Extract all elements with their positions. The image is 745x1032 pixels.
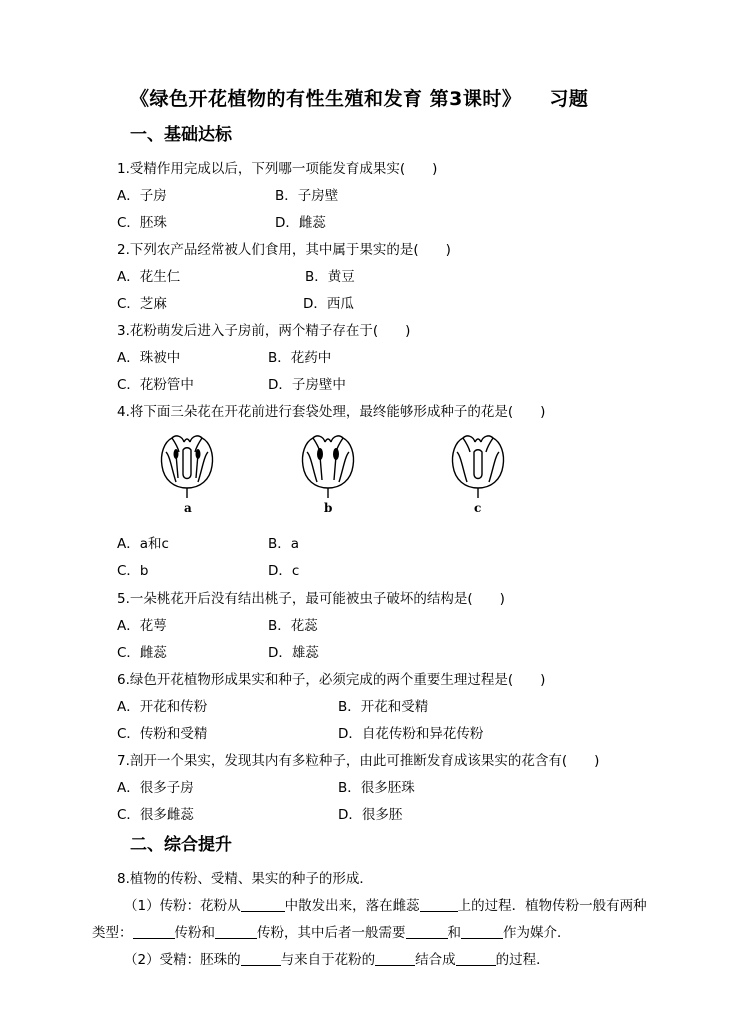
- q8-line-2: 类型： 传粉和 传粉，其中后者一般需要 和 作为媒介．: [92, 925, 571, 941]
- question-7-stem: 7.剖开一个果实，发现其内有多粒种子，由此可推断发育成该果实的花含有( ): [117, 753, 600, 769]
- q8-blank-5[interactable]: [406, 925, 448, 939]
- q1-option-d: D．雌蕊: [275, 215, 326, 231]
- q8-blank-9[interactable]: [456, 952, 496, 966]
- section-heading-advanced: 二、综合提升: [130, 835, 232, 855]
- q6-option-b: B．开花和受精: [338, 699, 429, 715]
- flower-c-label: c: [474, 501, 482, 515]
- q2-option-a: A．花生仁: [117, 269, 181, 285]
- q6-option-c: C．传粉和受精: [117, 726, 208, 742]
- q6-option-a: A．开花和传粉: [117, 699, 208, 715]
- q8-blank-3[interactable]: [133, 925, 175, 939]
- q3-option-d: D．子房壁中: [268, 377, 346, 393]
- q6-option-d: D．自花传粉和异花传粉: [338, 726, 484, 742]
- q4-option-c: C．b: [117, 563, 149, 579]
- q8-blank-2[interactable]: [420, 898, 458, 912]
- q8-line-3: （2）受精：胚珠的 与来自于花粉的 结合成 的过程．: [124, 952, 550, 968]
- section-heading-basic: 一、基础达标: [130, 125, 232, 145]
- q5-option-a: A．花萼: [117, 618, 167, 634]
- flower-b-diagram: [293, 430, 363, 500]
- question-2-stem: 2.下列农产品经常被人们食用，其中属于果实的是( ): [117, 242, 451, 258]
- q8-blank-1[interactable]: [241, 898, 285, 912]
- q7-option-d: D．很多胚: [338, 807, 403, 823]
- q7-option-a: A．很多子房: [117, 780, 194, 796]
- q8-blank-6[interactable]: [461, 925, 503, 939]
- question-1-stem: 1.受精作用完成以后，下列哪一项能发育成果实( ): [117, 161, 438, 177]
- question-6-stem: 6.绿色开花植物形成果实和种子，必须完成的两个重要生理过程是( ): [117, 672, 546, 688]
- q8-blank-4[interactable]: [215, 925, 257, 939]
- q1-option-a: A．子房: [117, 188, 167, 204]
- q1-option-c: C．胚珠: [117, 215, 167, 231]
- q2-option-c: C．芝麻: [117, 296, 167, 312]
- q7-option-c: C．很多雌蕊: [117, 807, 194, 823]
- q2-option-b: B．黄豆: [305, 269, 355, 285]
- q8-blank-8[interactable]: [375, 952, 415, 966]
- q3-option-c: C．花粉管中: [117, 377, 194, 393]
- flower-b-label: b: [324, 501, 333, 515]
- flower-c-diagram: [443, 430, 513, 500]
- question-8-stem: 8.植物的传粉、受精、果实的种子的形成．: [117, 871, 373, 887]
- question-5-stem: 5.一朵桃花开后没有结出桃子，最可能被虫子破坏的结构是( ): [117, 591, 505, 607]
- flower-a-diagram: [152, 430, 222, 500]
- q4-option-a: A．a和c: [117, 536, 169, 552]
- question-3-stem: 3.花粉萌发后进入子房前，两个精子存在于( ): [117, 323, 411, 339]
- flower-a-label: a: [184, 501, 192, 515]
- q3-option-b: B．花药中: [268, 350, 332, 366]
- q8-blank-7[interactable]: [241, 952, 281, 966]
- q8-line-1: （1）传粉：花粉从 中散发出来，落在雌蕊 上的过程．植物传粉一般有两种: [124, 898, 647, 914]
- q3-option-a: A．珠被中: [117, 350, 181, 366]
- q4-option-b: B．a: [268, 536, 300, 552]
- title-suffix: 习题: [549, 88, 589, 110]
- title-main: 《绿色开花植物的有性生殖和发育 第3课时》: [130, 88, 522, 110]
- page-title: [130, 84, 588, 111]
- q4-option-d: D．c: [268, 563, 300, 579]
- q5-option-b: B．花蕊: [268, 618, 318, 634]
- q5-option-d: D．雄蕊: [268, 645, 319, 661]
- q5-option-c: C．雌蕊: [117, 645, 167, 661]
- question-4-stem: 4.将下面三朵花在开花前进行套袋处理，最终能够形成种子的花是( ): [117, 404, 546, 420]
- q7-option-b: B．很多胚珠: [338, 780, 415, 796]
- q1-option-b: B．子房壁: [275, 188, 339, 204]
- q2-option-d: D．西瓜: [303, 296, 354, 312]
